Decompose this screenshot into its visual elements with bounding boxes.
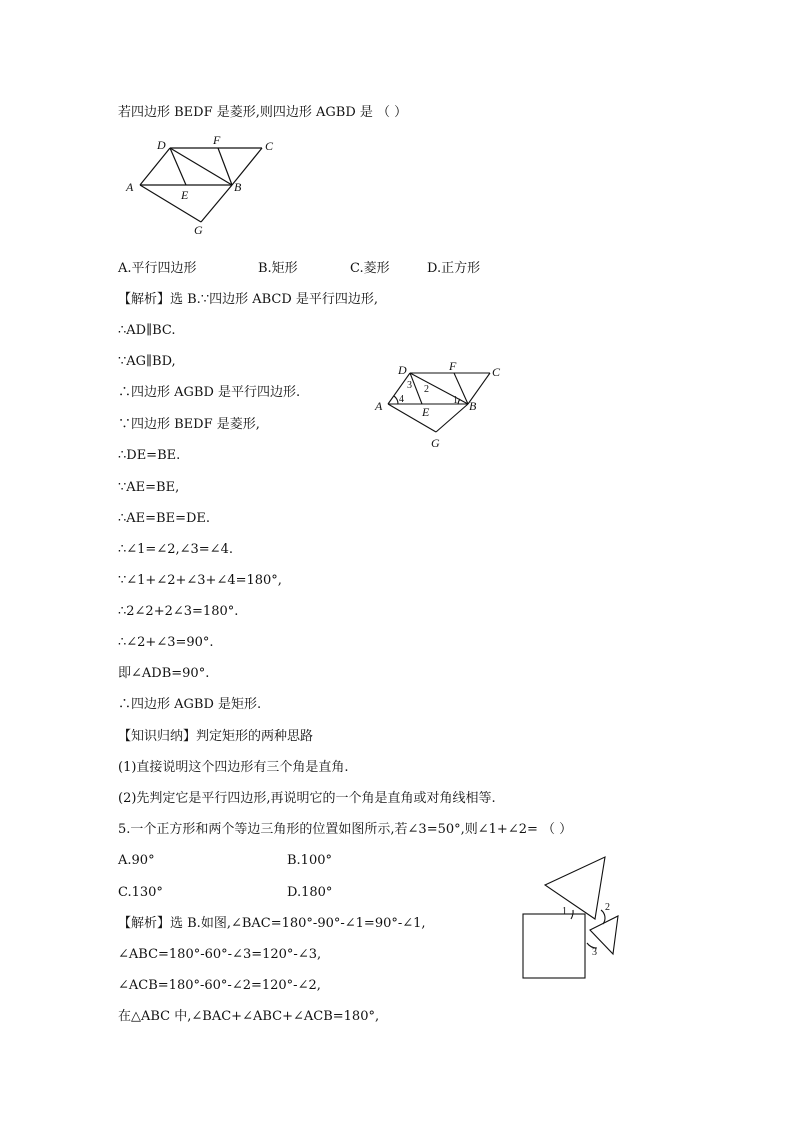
fig2-angle-3: 3 xyxy=(407,380,412,391)
fig2-label-b: B xyxy=(469,399,477,413)
q4-solution-line: 即∠ADB=90°. xyxy=(118,666,210,681)
question-4-figure xyxy=(120,130,290,240)
fig2-angle-2: 2 xyxy=(424,384,429,395)
question-5-figure xyxy=(515,852,630,982)
q4-option-a: A.平行四边形 xyxy=(118,261,197,276)
q5-solution-line: 【解析】选 B.如图,∠BAC=180°-90°-∠1=90°-∠1, xyxy=(118,916,426,931)
fig1-label-c: C xyxy=(265,139,274,153)
q4-solution-figure xyxy=(370,358,510,450)
q4-solution-line: 【解析】选 B.∵四边形 ABCD 是平行四边形, xyxy=(118,292,379,307)
q4-solution-line: ∴DE=BE. xyxy=(118,448,181,463)
fig3-angle-3: 3 xyxy=(592,947,597,958)
q4-solution-line: ∵四边形 BEDF 是菱形, xyxy=(118,417,260,432)
fig1-label-e: E xyxy=(181,188,189,202)
q5-solution-line: 在△ABC 中,∠BAC+∠ABC+∠ACB=180°, xyxy=(118,1009,380,1024)
fig2-label-c: C xyxy=(492,365,501,379)
fig3-angle-1: 1 xyxy=(562,906,567,917)
q4-solution-line: ∴∠1=∠2,∠3=∠4. xyxy=(118,542,233,557)
q5-option-c: C.130° xyxy=(118,885,163,900)
fig1-label-a: A xyxy=(126,180,134,194)
q4-solution-line: ∵AE=BE, xyxy=(118,480,180,495)
fig2-label-a: A xyxy=(375,399,383,413)
q4-solution-line: ∴四边形 AGBD 是平行四边形. xyxy=(118,385,301,400)
fig3-angle-2: 2 xyxy=(605,902,610,913)
fig2-angle-4: 4 xyxy=(399,394,404,405)
knowledge-summary-point: (1)直接说明这个四边形有三个角是直角. xyxy=(118,760,349,775)
q5-option-d: D.180° xyxy=(287,885,333,900)
fig1-label-g: G xyxy=(194,223,203,237)
knowledge-summary-heading: 【知识归纳】判定矩形的两种思路 xyxy=(118,729,314,744)
q4-solution-line: ∴2∠2+2∠3=180°. xyxy=(118,604,239,619)
q4-option-b: B.矩形 xyxy=(258,261,298,276)
question-5-stem: 5.一个正方形和两个等边三角形的位置如图所示,若∠3=50°,则∠1+∠2= （ ） xyxy=(118,822,573,837)
fig1-label-d: D xyxy=(157,138,166,152)
q4-solution-line: ∵AG∥BD, xyxy=(118,354,176,369)
q4-solution-line: ∴AD∥BC. xyxy=(118,323,176,338)
fig2-label-d: D xyxy=(398,363,407,377)
q4-solution-line: ∴AE=BE=DE. xyxy=(118,511,211,526)
fig1-label-f: F xyxy=(213,133,221,147)
q4-option-d: D.正方形 xyxy=(427,261,481,276)
fig2-label-g: G xyxy=(431,436,440,450)
q5-solution-line: ∠ACB=180°-60°-∠2=120°-∠2, xyxy=(118,978,321,993)
q5-solution-line: ∠ABC=180°-60°-∠3=120°-∠3, xyxy=(118,947,322,962)
q4-solution-line: ∵∠1+∠2+∠3+∠4=180°, xyxy=(118,573,282,588)
fig1-label-b: B xyxy=(234,180,242,194)
q5-option-a: A.90° xyxy=(118,853,155,868)
q4-solution-line: ∴∠2+∠3=90°. xyxy=(118,635,214,650)
q5-option-b: B.100° xyxy=(287,853,332,868)
q4-option-c: C.菱形 xyxy=(350,261,390,276)
fig2-label-e: E xyxy=(422,405,430,419)
q4-solution-line: ∴四边形 AGBD 是矩形. xyxy=(118,697,262,712)
fig2-angle-1: 1 xyxy=(453,395,458,406)
question-4-stem: 若四边形 BEDF 是菱形,则四边形 AGBD 是 （ ） xyxy=(118,105,408,120)
knowledge-summary-point: (2)先判定它是平行四边形,再说明它的一个角是直角或对角线相等. xyxy=(118,791,496,806)
fig2-label-f: F xyxy=(449,359,457,373)
